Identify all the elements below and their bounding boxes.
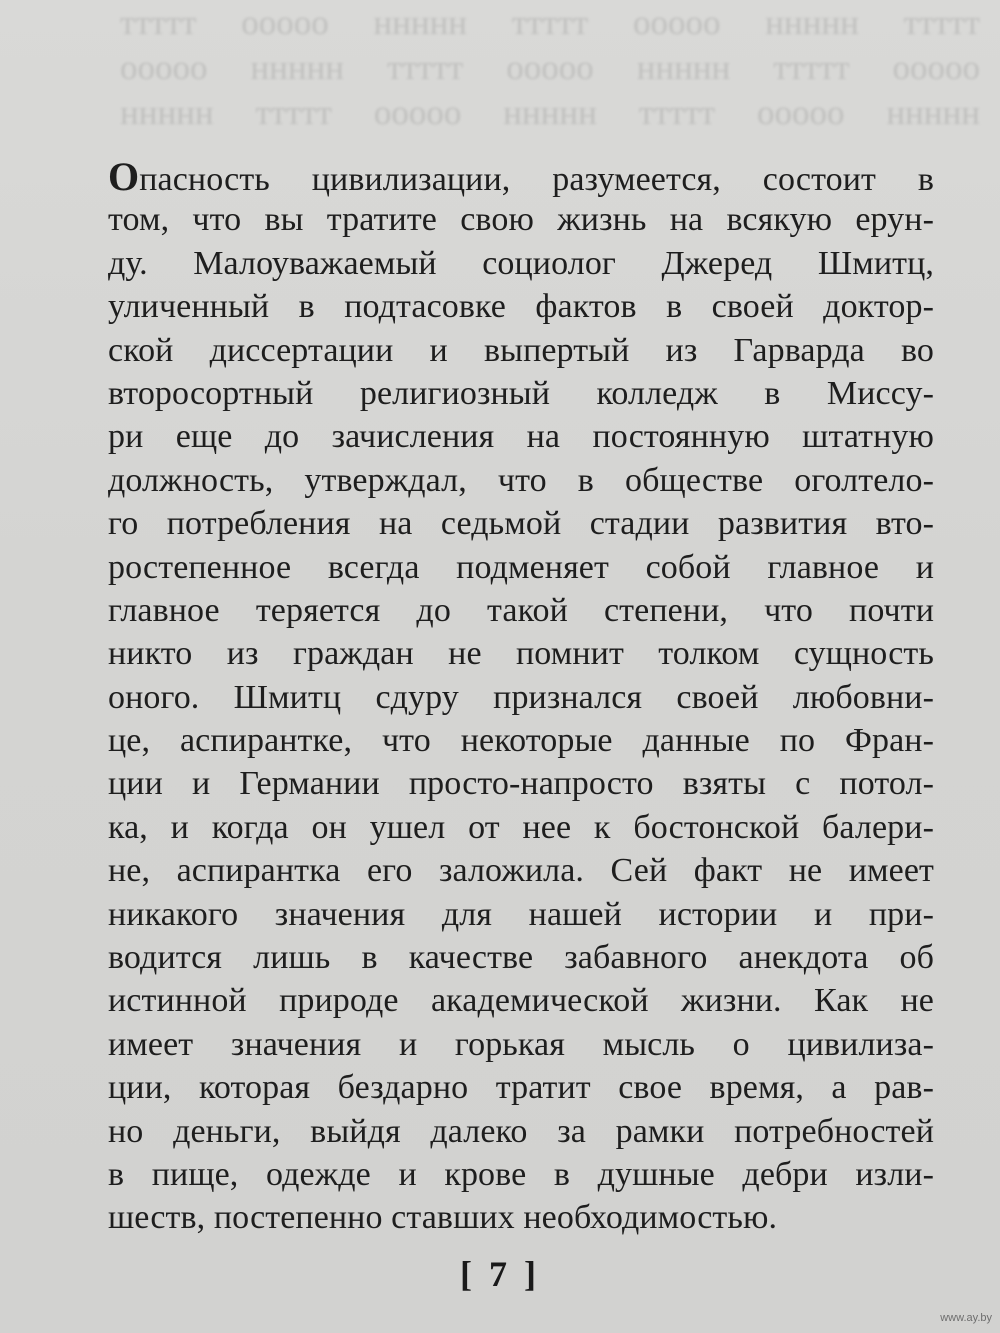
dropcap-letter: О <box>108 154 140 199</box>
text-line: шеств, постепенно ставших необходимостью. <box>108 1199 778 1237</box>
text-line: ской диссертации и выпертый из Гарварда во <box>108 331 934 369</box>
text-line: ду. Малоуважаемый социолог Джеред Шмитц, <box>108 244 934 282</box>
page-number: [ 7 ] <box>460 1254 540 1294</box>
text-line: том, что вы тратите свою жизнь на всякую ерун- <box>108 201 934 239</box>
text-line: ри еще до зачисления на постоянную штатную <box>108 418 934 456</box>
text-line: ции и Германии просто-напросто взяты с потол- <box>108 765 934 803</box>
text-line: истинной природе академической жизни. Как не <box>108 982 934 1020</box>
text-line: це, аспирантке, что некоторые данные по Фран- <box>108 722 934 760</box>
text-line: второсортный религиозный колледж в Миссу- <box>108 374 934 412</box>
text-line: го потребления на седьмой стадии развития вто- <box>108 505 934 543</box>
text-line: никакого значения для нашей истории и при- <box>108 895 934 933</box>
text-line: имеет значения и горькая мысль о цивилиза- <box>108 1025 934 1063</box>
text-line: но деньги, выйдя далеко за рамки потребностей <box>108 1112 934 1150</box>
bleed-through-text: ттттт ннннн ооооо ттттт ннннн ооооо ттттт ооооо ттттт ннннн ооооо ттттт ннннн ооооо ннннн ооооо ттттт ннннн ооооо ттттт ннннн <box>120 3 980 132</box>
text-line: ции, которая бездарно тратит свое время, а рав- <box>108 1069 934 1107</box>
text-line: оного. Шмитц сдуру признался своей любовни- <box>108 678 934 716</box>
text-line: ка, и когда он ушел от нее к бостонской балери- <box>108 808 934 846</box>
text-line: должность, утверждал, что в обществе оголтело- <box>108 461 934 499</box>
text-line: Опасность цивилизации, разумеется, состоит в <box>108 154 934 199</box>
text-line: никто из граждан не помнит толком сущность <box>108 635 934 673</box>
text-line: главное теряется до такой степени, что почти <box>108 591 934 629</box>
text-line: не, аспирантка его заложила. Сей факт не имеет <box>108 852 934 890</box>
body-paragraph <box>108 155 934 1240</box>
text-line: уличенный в подтасовке фактов в своей доктор- <box>108 288 934 326</box>
text-line: ростепенное всегда подменяет собой главное и <box>108 548 934 586</box>
watermark: www.ay.by <box>940 1312 992 1324</box>
text-line: в пище, одежде и крове в душные дебри изли- <box>108 1155 934 1193</box>
text-line: водится лишь в качестве забавного анекдота об <box>108 939 934 977</box>
